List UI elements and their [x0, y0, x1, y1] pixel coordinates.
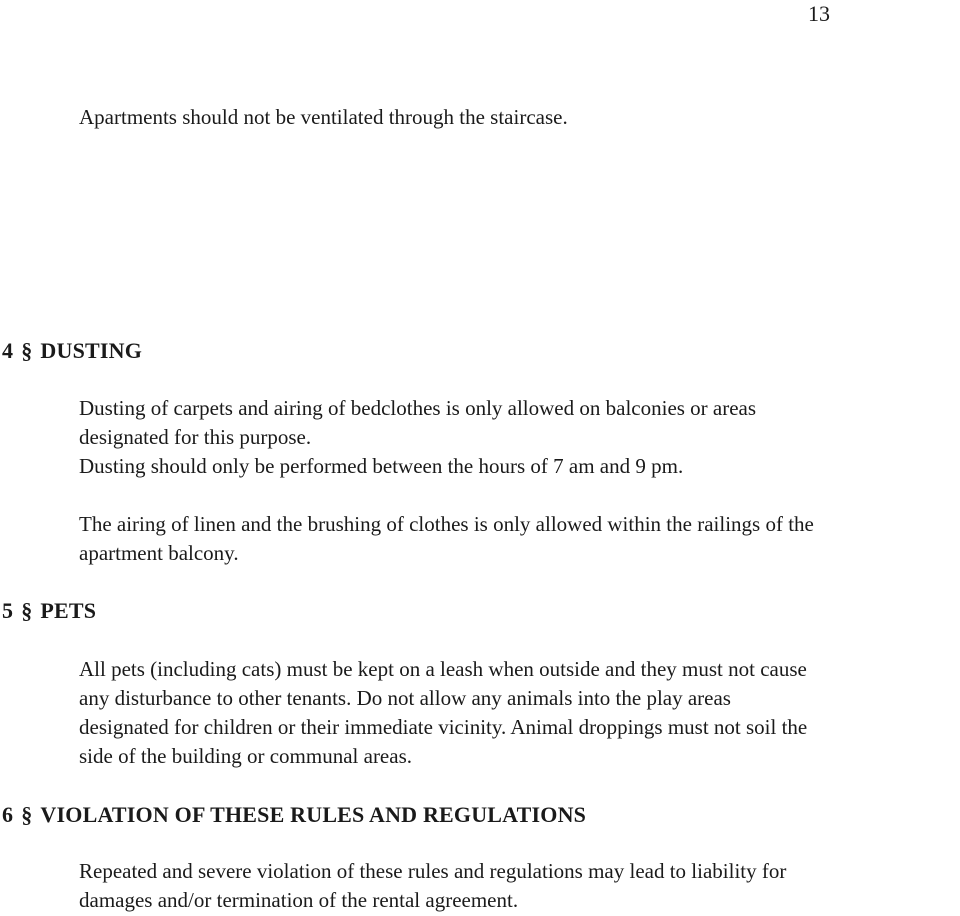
- pets-paragraph: [79, 655, 807, 771]
- paragraph-line: designated for this purpose.: [79, 425, 312, 449]
- paragraph-line: any disturbance to other tenants. Do not allow any animals into the play areas: [79, 686, 731, 710]
- paragraph-line: designated for children or their immediate vicinity. Animal droppings must not soil the: [79, 715, 808, 739]
- section-heading-violation: [2, 800, 586, 830]
- section-heading-dusting: [2, 336, 142, 366]
- violation-paragraph: [79, 857, 786, 915]
- dusting-paragraph-1: [79, 394, 756, 481]
- section-symbol: §: [21, 598, 33, 623]
- paragraph-line: Dusting should only be performed between the hours of 7 am and 9 pm.: [79, 454, 684, 478]
- paragraph-line: Dusting of carpets and airing of bedclothes is only allowed on balconies or areas: [79, 396, 757, 420]
- dusting-paragraph-2: [79, 510, 814, 568]
- paragraph-line: All pets (including cats) must be kept on a leash when outside and they must not cause: [79, 657, 807, 681]
- section-number: 4: [2, 338, 14, 363]
- paragraph-line: Apartments should not be ventilated through the staircase.: [79, 105, 568, 129]
- paragraph-line: Repeated and severe violation of these rules and regulations may lead to liability for: [79, 859, 787, 883]
- page-number: 13: [808, 1, 830, 26]
- section-symbol: §: [21, 802, 33, 827]
- paragraph-line: The airing of linen and the brushing of clothes is only allowed within the railings of the: [79, 512, 814, 536]
- section-heading-pets: [2, 596, 96, 626]
- section-title: DUSTING: [40, 338, 143, 363]
- section-title: VIOLATION OF THESE RULES AND REGULATIONS: [40, 802, 587, 827]
- section-number: 6: [2, 802, 14, 827]
- paragraph-line: side of the building or communal areas.: [79, 744, 412, 768]
- paragraph-line: apartment balcony.: [79, 541, 239, 565]
- paragraph-line: damages and/or termination of the rental agreement.: [79, 888, 519, 912]
- section-symbol: §: [21, 338, 33, 363]
- section-number: 5: [2, 598, 14, 623]
- section-title: PETS: [40, 598, 97, 623]
- intro-paragraph: [79, 103, 568, 132]
